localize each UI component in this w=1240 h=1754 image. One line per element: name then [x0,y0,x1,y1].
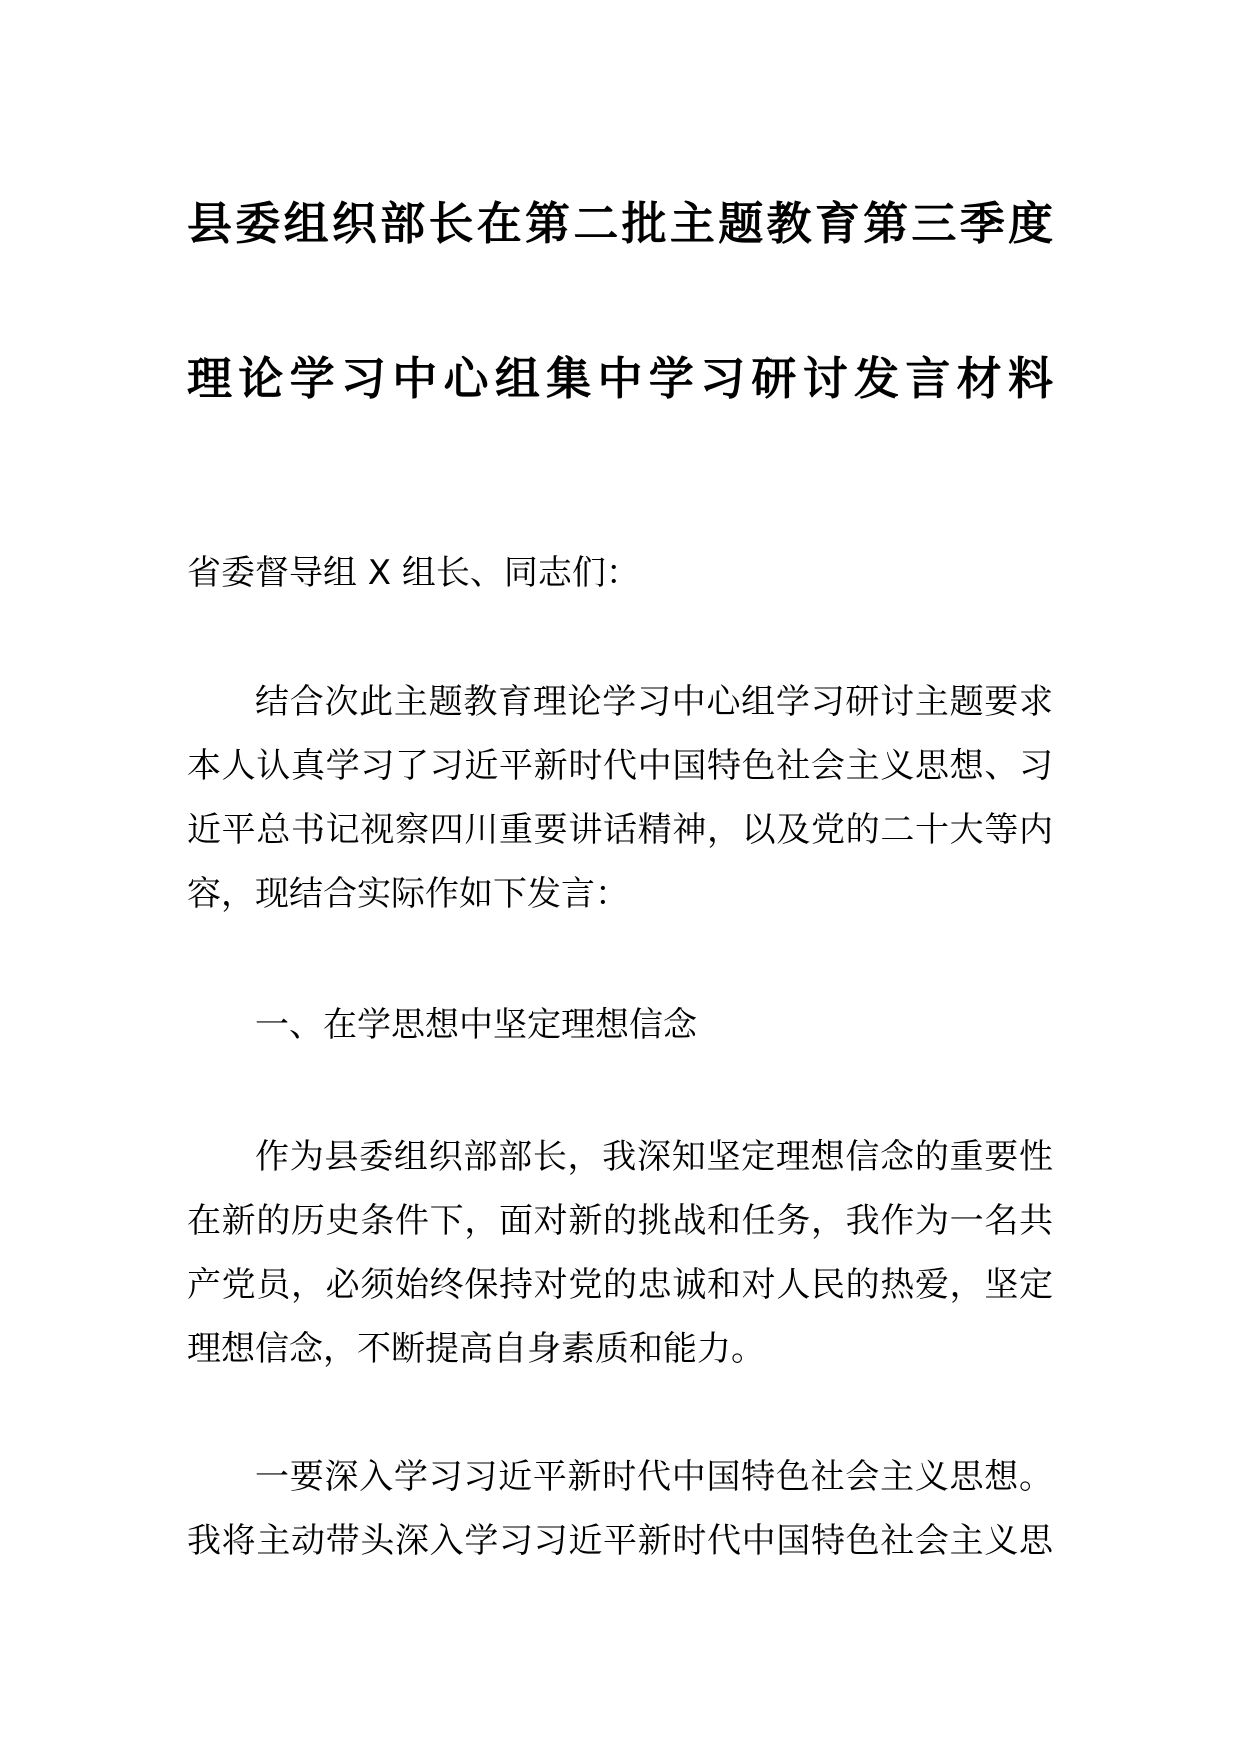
paragraph-2-line-1: 作为县委组织部部长，我深知坚定理想信念的重要性 [255,1137,1053,1177]
document-title-line-1: 县委组织部长在第二批主题教育第三季度 [187,197,1053,250]
document-body [187,541,1053,1573]
paragraph-1-line-1: 结合次此主题教育理论学习中心组学习研讨主题要求 [255,682,1053,722]
paragraph-1-line-2: 本人认真学习了习近平新时代中国特色社会主义思想、习 [187,746,1053,786]
paragraph-1-line-4: 容，现结合实际作如下发言： [187,874,629,914]
paragraph-3-line-1: 一要深入学习习近平新时代中国特色社会主义思想。 [255,1457,1053,1497]
paragraph-1 [187,670,1053,926]
paragraph-2 [187,1125,1053,1381]
document-title-line-2: 理论学习中心组集中学习研讨发言材料 [187,352,1053,405]
paragraph-1-line-3: 近平总书记视察四川重要讲话精神，以及党的二十大等内 [187,810,1053,850]
paragraph-3-line-2: 我将主动带头深入学习习近平新时代中国特色社会主义思 [187,1521,1053,1561]
paragraph-3 [187,1445,1053,1573]
paragraph-2-line-2: 在新的历史条件下，面对新的挑战和任务，我作为一名共 [187,1201,1053,1241]
paragraph-2-line-4: 理想信念，不断提高自身素质和能力。 [187,1329,765,1369]
greeting-line: 省委督导组 X 组长、同志们： [187,553,640,593]
paragraph-2-line-3: 产党员，必须始终保持对党的忠诚和对人民的热爱，坚定 [187,1265,1053,1305]
section-heading-1: 一、在学思想中坚定理想信念 [255,1005,697,1045]
